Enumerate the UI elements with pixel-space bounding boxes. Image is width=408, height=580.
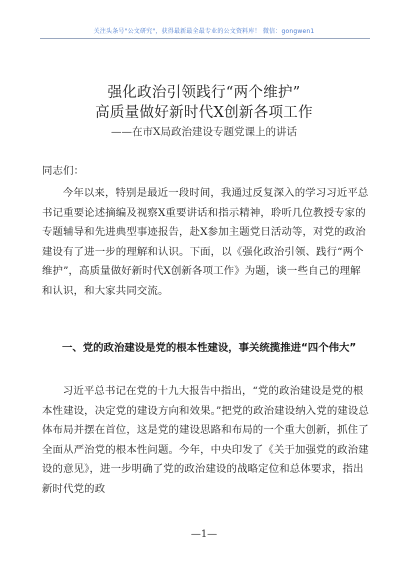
section-heading: 一、党的政治建设是党的根本性建设，事关统揽推进“四个伟大” <box>62 342 357 354</box>
document-title-line2: 高质量做好新时代X创新各项工作 <box>95 105 313 121</box>
document-title-line1: 强化政治引领践行“两个维护” <box>107 85 301 101</box>
header-banner: 关注头条号"公文研究"，获得最新最全最专业的公文资料库！ 微信：gongwen1 <box>93 28 315 35</box>
page-number: —1— <box>190 529 218 540</box>
body-paragraph: 今年以来，特别是最近一段时间，我通过反复深入的学习习近平总书记重要论述摘编及视察X重要讲话和指示精神，聆听几位教授专家的专题辅导和先进典型事迹报告，赴X参加主题党日活动等，对党的政治建设有了进一步的理解和认识。下面，以《强化政治引领、践行“两个维护”，高质量做好新时代X创新各项工作》为题，谈一些自己的理解和认识，和大家共同交流。 <box>42 187 369 297</box>
body-paragraph: 习近平总书记在党的十九大报告中指出，“党的政治建设是党的根本性建设，决定党的建设方向和效果。”把党的政治建设纳入党的建设总体布局并摆在首位，这是党的建设思路和布局的一个重大创新，抓住了全面从严治党的根本性问题。今年，中央印发了《关于加强党的政治建设的意见》，进一步明确了党的政治建设的战略定位和总体要求，指出新时代党的政 <box>42 385 370 495</box>
header-divider <box>40 38 370 39</box>
document-subtitle: ——在市X局政治建设专题党课上的讲话 <box>111 126 297 138</box>
salutation: 同志们： <box>42 165 85 177</box>
